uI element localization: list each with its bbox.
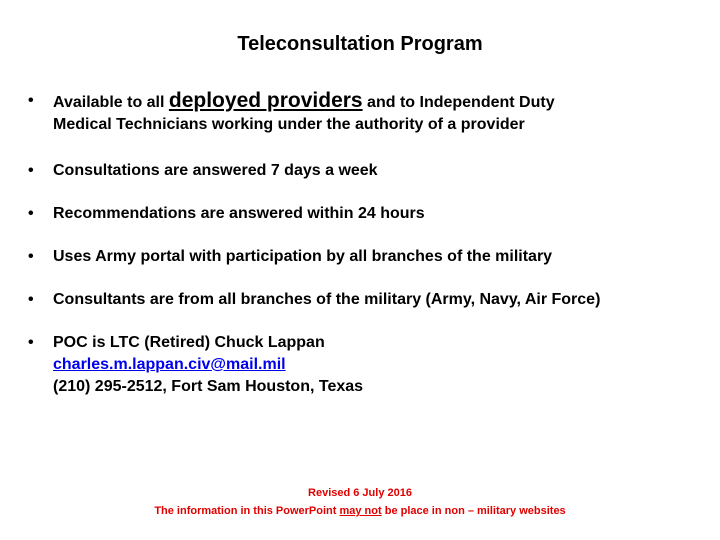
revised-date: Revised 6 July 2016: [308, 487, 412, 499]
bullet-item-availability: [28, 90, 708, 136]
bullet-icon: •: [28, 334, 34, 351]
bullet-text: Consultations are answered 7 days a week: [53, 162, 378, 179]
bullet-icon: •: [28, 92, 34, 109]
bullet-icon: •: [28, 162, 34, 179]
disclaimer-pre: The information in this PowerPoint: [154, 505, 340, 517]
bullet-text: Recommendations are answered within 24 hours: [53, 205, 425, 222]
disclaimer-note: [0, 504, 720, 518]
bullet-icon: •: [28, 205, 34, 222]
bullet-text: Uses Army portal with participation by all branches of the military: [53, 248, 553, 265]
poc-email-link[interactable]: charles.m.lappan.civ@mail.mil: [53, 356, 286, 373]
poc-name: POC is LTC (Retired) Chuck Lappan: [53, 334, 325, 351]
bullet-text: [28, 90, 708, 136]
bullet-icon: •: [28, 248, 34, 265]
bullet-item-recommendations: [28, 203, 708, 225]
disclaimer-post: be place in non – military websites: [381, 505, 566, 517]
bullet-item-army-portal: [28, 246, 708, 268]
bullet-item-consultations: [28, 160, 708, 182]
bullet-item-consultants: [28, 289, 708, 311]
bullet-text-pre: Available to all: [53, 94, 169, 111]
bullet-text: [28, 332, 708, 398]
bullet-text: Consultants are from all branches of the military (Army, Navy, Air Force): [53, 291, 601, 308]
bullet-text-line2: Medical Technicians working under the authority of a provider: [53, 116, 525, 133]
deployed-providers-text: deployed providers: [168, 89, 363, 112]
bullet-text-post: and to Independent Duty: [362, 94, 555, 111]
bullet-icon: •: [28, 291, 34, 308]
bullet-item-poc: [28, 332, 708, 398]
poc-contact: (210) 295-2512, Fort Sam Houston, Texas: [53, 378, 364, 395]
disclaimer-emph: may not: [339, 505, 382, 517]
slide-title: Teleconsultation Program: [237, 33, 483, 55]
